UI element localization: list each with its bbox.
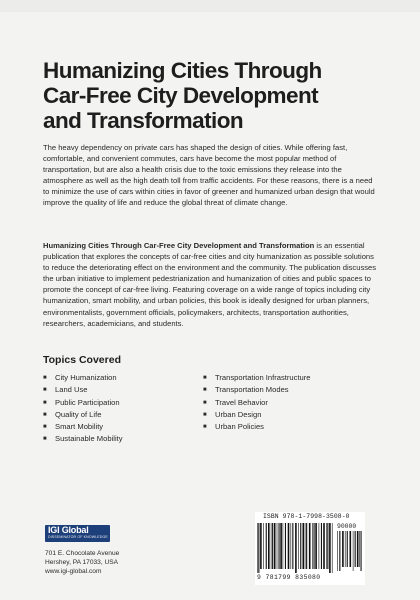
topic-label: Quality of Life [55, 409, 102, 419]
barcode-bar [350, 531, 352, 567]
address-line-1: 701 E. Chocolate Avenue [45, 550, 120, 557]
barcode-bar [345, 531, 346, 567]
barcode-bar [280, 523, 282, 569]
list-item [203, 421, 311, 433]
barcode-bar [268, 523, 270, 569]
barcode-bar [359, 531, 360, 567]
barcode-bar [309, 523, 311, 569]
barcode-bar [283, 523, 284, 569]
barcode-bar [357, 531, 359, 567]
logo-name: IGI Global [48, 525, 89, 535]
bullet-icon: ■ [203, 424, 207, 431]
barcode-bar [292, 523, 293, 569]
barcode-bar [353, 531, 354, 571]
barcode-bar [332, 523, 333, 573]
barcode-bar [327, 523, 328, 569]
description-paragraph-2 [43, 240, 378, 329]
barcode-bar [315, 523, 317, 569]
topic-label: Public Participation [55, 397, 120, 407]
ean-digits: 9 781799 835080 [257, 574, 321, 581]
address-line-2: Hershey, PA 17033, USA [45, 559, 119, 566]
barcode-bar [321, 523, 322, 569]
list-item [203, 397, 311, 409]
barcode-bar [257, 523, 258, 573]
topic-label: Urban Design [215, 409, 262, 419]
topic-label: Land Use [55, 385, 88, 395]
barcode-bar [288, 523, 290, 569]
topic-label: Smart Mobility [55, 422, 104, 432]
topic-label: Urban Policies [215, 422, 264, 432]
barcode-bar [274, 523, 276, 569]
barcode-bar [312, 523, 313, 569]
barcode-bar [337, 531, 338, 571]
paragraph-2-text: is an essential publication that explores the concepts of car-free cities and city humanization as possible solutions to reduce the deteriorating effect on the environment and the community. The publication discusses the urban initiative to implement pedestrianization and humanization of cities and public spaces to promote the concept of car-free living. Featuring coverage on a wide range of topics including city humanization, smart mobility, and urban policies, this book is ideally designed for urban planners, environmentalists, government officials, policymakers, architects, transportation authorities, researchers, academicians, and students. [43, 241, 377, 328]
barcode-bar [347, 531, 348, 567]
barcode-bar [258, 523, 259, 573]
barcode-bars-main [257, 523, 333, 573]
barcode-bars-addon [337, 531, 363, 571]
isbn-number: ISBN 978-1-7998-3508-0 [263, 513, 350, 520]
publisher-logo [45, 525, 110, 542]
barcode-bar [260, 523, 262, 569]
list-item [43, 433, 123, 445]
barcode-bar [298, 523, 299, 569]
barcode-bar [277, 523, 278, 569]
barcode-bar [291, 523, 292, 569]
publisher-website: www.igi-global.com [45, 568, 102, 575]
title-line-3: and Transformation [43, 108, 244, 133]
bullet-icon: ■ [43, 411, 47, 418]
topic-label: Travel Behavior [215, 397, 268, 407]
list-item [203, 409, 311, 421]
barcode-bar [355, 531, 356, 567]
barcode-bar [295, 523, 297, 573]
book-name-bold: Humanizing Cities Through Car-Free City Development and Transformation [43, 241, 315, 250]
barcode-bar [300, 523, 301, 569]
barcode-bar [279, 523, 280, 569]
bullet-icon: ■ [43, 424, 47, 431]
topic-label: Transportation Modes [215, 385, 289, 395]
topic-label: Sustainable Mobility [55, 434, 123, 444]
barcode-bar [361, 531, 362, 571]
barcode-bar [266, 523, 267, 569]
barcode-bar [326, 523, 327, 569]
barcode-bar [314, 523, 315, 569]
isbn-barcode [255, 512, 365, 585]
bullet-icon: ■ [203, 399, 207, 406]
barcode-bar [306, 523, 307, 569]
barcode-bar [285, 523, 286, 569]
publisher-address [45, 549, 119, 576]
bullet-icon: ■ [43, 375, 47, 381]
barcode-bar [303, 523, 305, 569]
bullet-icon: ■ [203, 387, 207, 394]
topics-list-right [203, 372, 311, 433]
barcode-bar [319, 523, 320, 569]
topics-heading: Topics Covered [43, 354, 121, 366]
barcode-bar [271, 523, 272, 569]
top-band [0, 0, 420, 12]
title-line-1: Humanizing Cities Through [43, 58, 322, 83]
description-paragraph-1: The heavy dependency on private cars has shaped the design of cities. While offering fast, comfortable, and convenient commutes, cars have become the most popular method of transportation, but are also a health crisis due to the toxic emissions they release into the atmosphere as well as the high death toll from traffic accidents. For these reasons, there is a need to minimize the use of cars within cities in favor of greener and humanized urban design that would improve the quality of life and reduce the global threat of climate change. [43, 143, 375, 208]
addon-number: 90000 [337, 523, 357, 530]
barcode-bar [263, 523, 264, 569]
topic-label: City Humanization [55, 373, 117, 382]
bullet-icon: ■ [203, 375, 207, 381]
barcode-bar [339, 531, 340, 571]
list-item [203, 372, 311, 384]
barcode-bar [305, 523, 306, 569]
bullet-icon: ■ [203, 411, 207, 418]
title-line-2: Car-Free City Development [43, 83, 319, 108]
list-item [43, 421, 123, 433]
barcode-bar [329, 523, 331, 573]
list-item [43, 372, 123, 384]
list-item [43, 384, 123, 396]
topics-list-left [43, 372, 123, 446]
topic-label: Transportation Infrastructure [215, 373, 311, 382]
bullet-icon: ■ [43, 387, 47, 394]
barcode-bar [323, 523, 325, 569]
barcode-bar [342, 531, 344, 567]
book-title [43, 58, 383, 133]
bullet-icon: ■ [43, 399, 47, 406]
list-item [203, 384, 311, 396]
logo-tagline: DISSEMINATOR OF KNOWLEDGE [48, 535, 108, 539]
bullet-icon: ■ [43, 436, 47, 443]
list-item [43, 409, 123, 421]
barcode-bar [272, 523, 273, 569]
list-item [43, 397, 123, 409]
